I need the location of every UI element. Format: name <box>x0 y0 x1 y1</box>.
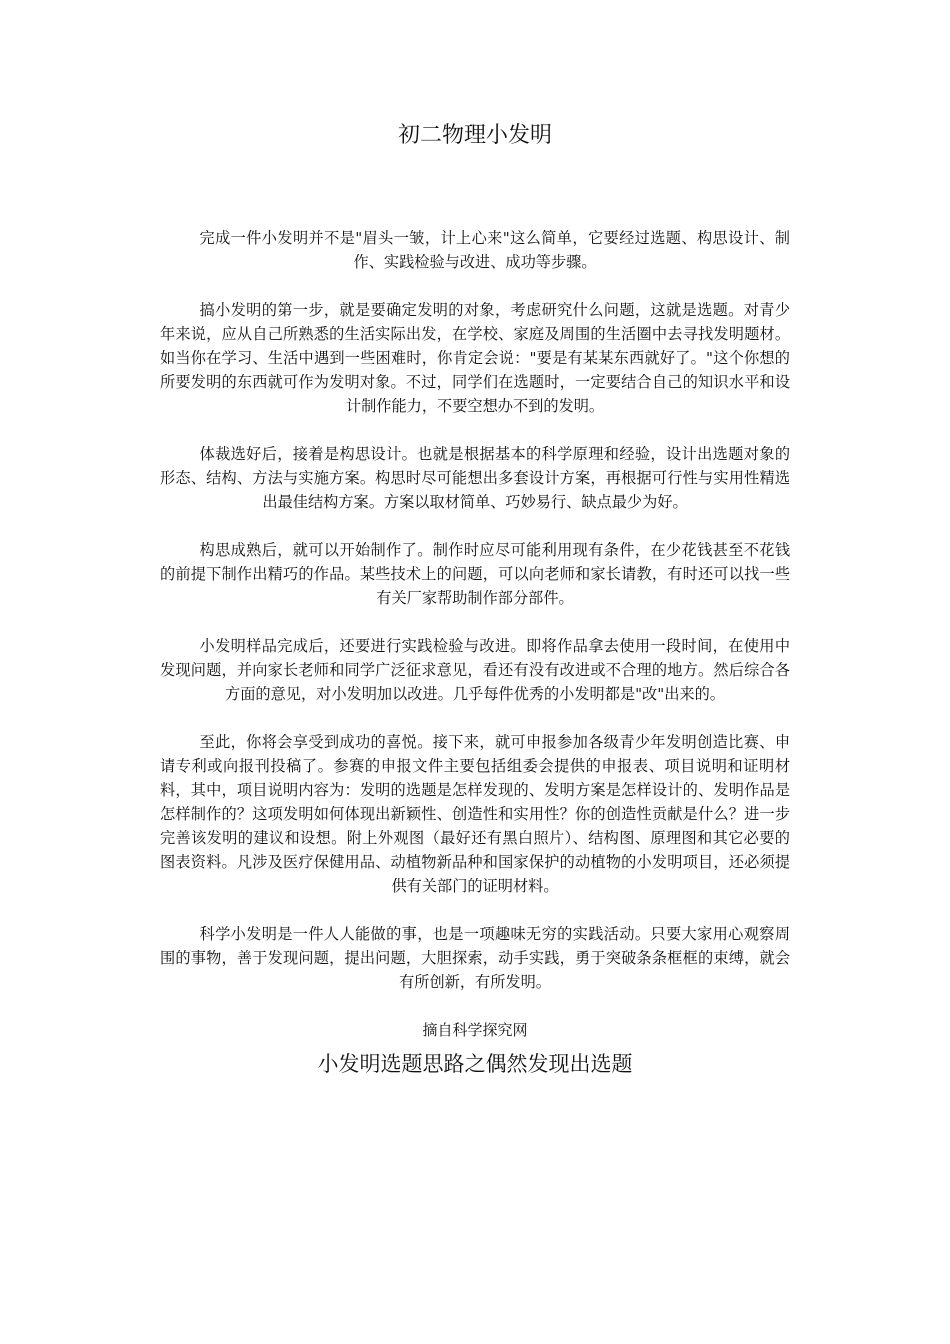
paragraph-steps-overview: 完成一件小发明并不是"眉头一皱，计上心来"这么简单，它要经过选题、构思设计、制作、实践检验与改进、成功等步骤。 <box>199 229 790 271</box>
paragraph-topic-selection: 搞小发明的第一步，就是要确定发明的对象，考虑研究什么问题，这就是选题。对青少年来说，应从自己所熟悉的生活实际出发，在学校、家庭及周围的生活圈中去寻找发明题材。如当你在学习、生活中遇到一些困难时，你肯定会说："要是有某某东西就好了。"这个你想的所要发明的东西就可作为发明对象。不过，同学们在选题时，一定要结合自己的知识水平和设计制作能力，不要空想办不到的发明。 <box>160 301 790 415</box>
paragraph-design: 体裁选好后，接着是构思设计。也就是根据基本的科学原理和经验，设计出选题对象的形态、结构、方法与实施方案。构思时尽可能想出多套设计方案，再根据可行性与实用性精选出最佳结构方案。方案以取材简单、巧妙易行、缺点最少为好。 <box>160 445 790 511</box>
document-body <box>160 226 790 1080</box>
paragraph-testing: 小发明样品完成后，还要进行实践检验与改进。即将作品拿去使用一段时间，在使用中发现问题，并向家长老师和同学广泛征求意见，看还有没有改进或不合理的地方。然后综合各方面的意见，对小发明加以改进。几乎每件优秀的小发明都是"改"出来的。 <box>160 637 790 703</box>
paragraph-success: 至此，你将会享受到成功的喜悦。接下来，就可申报参加各级青少年发明创造比赛、申请专利或向报刊投稿了。参赛的申报文件主要包括组委会提供的申报表、项目说明和证明材料，其中，项目说明内容为：发明的选题是怎样发现的、发明方案是怎样设计的、发明作品是怎样制作的？这项发明如何体现出新颖性、创造性和实用性？你的创造性贡献是什么？进一步完善该发明的建议和设想。附上外观图（最好还有黑白照片）、结构图、原理图和其它必要的图表资料。凡涉及医疗保健用品、动植物新品种和国家保护的动植物的小发明项目，还必须提供有关部门的证明材料。 <box>160 733 790 895</box>
paragraph-conclusion: 科学小发明是一件人人能做的事，也是一项趣味无穷的实践活动。只要大家用心观察周围的事物，善于发现问题，提出问题，大胆探索，动手实践，勇于突破条条框框的束缚，就会有所创新，有所发明。 <box>160 925 790 991</box>
source-note: 摘自科学探究网 <box>422 1021 528 1039</box>
section-subtitle: 小发明选题思路之偶然发现出选题 <box>317 1052 633 1076</box>
paragraph-making: 构思成熟后，就可以开始制作了。制作时应尽可能利用现有条件，在少花钱甚至不花钱的前提下制作出精巧的作品。某些技术上的问题，可以向老师和家长请教，有时还可以找一些有关厂家帮助制作部分部件。 <box>160 541 790 607</box>
document-title: 初二物理小发明 <box>397 123 552 148</box>
